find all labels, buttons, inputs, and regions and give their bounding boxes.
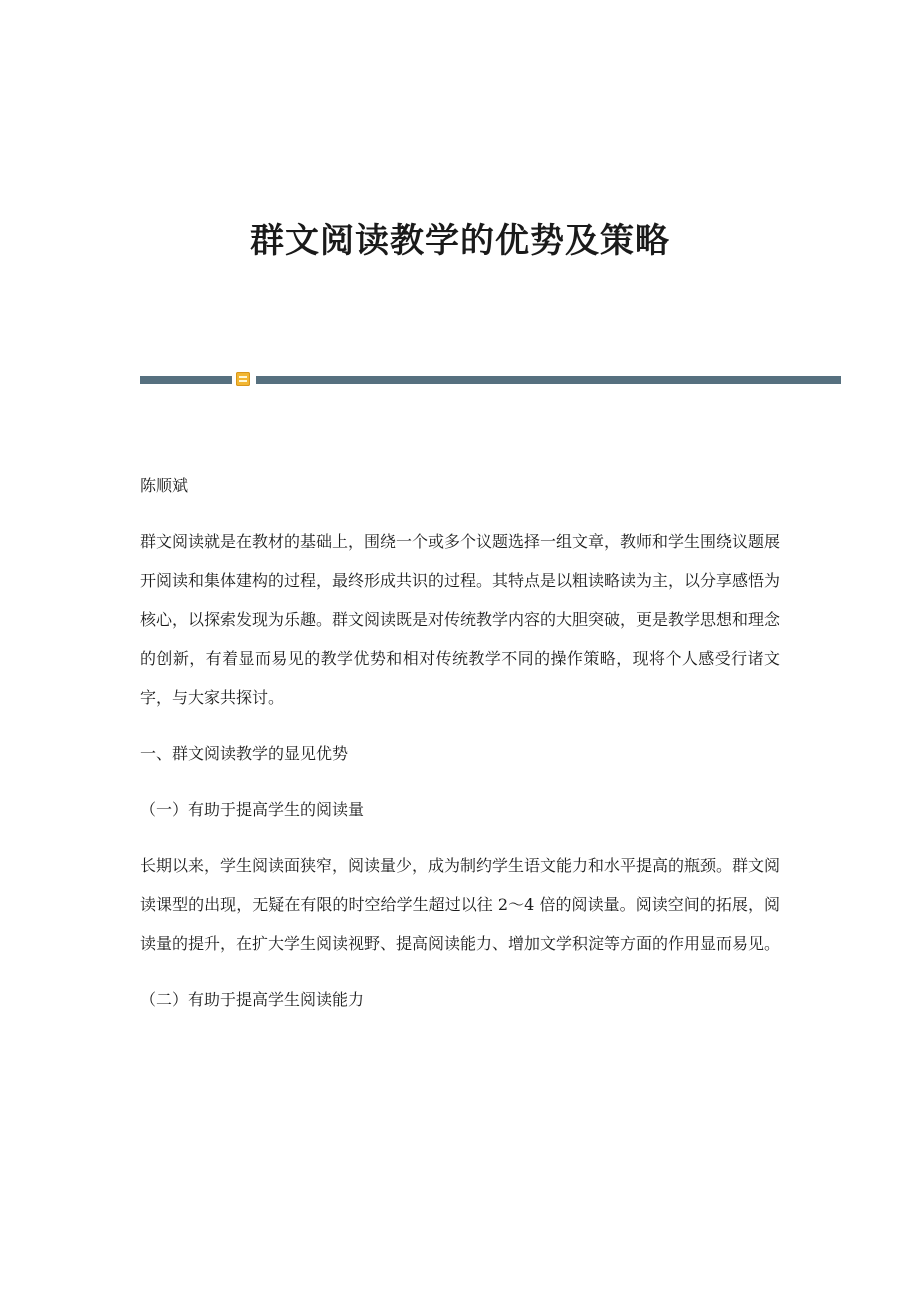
section-heading-1: 一、群文阅读教学的显见优势 xyxy=(140,744,349,763)
subsection-heading-1: （一）有助于提高学生的阅读量 xyxy=(140,800,365,819)
title-divider xyxy=(140,372,841,386)
author-name: 陈顺斌 xyxy=(140,476,189,495)
divider-bar-left xyxy=(140,376,232,384)
document-title: 群文阅读教学的优势及策略 xyxy=(250,221,670,261)
intro-paragraph: 群文阅读就是在教材的基础上，围绕一个或多个议题选择一组文章，教师和学生围绕议题展开阅读和集体建构的过程，最终形成共识的过程。其特点是以粗读略读为主，以分享感悟为核心，以探索发现为乐趣。群文阅读既是对传统教学内容的大胆突破，更是教学思想和理念的创新，有着显而易见的教学优势和相对传统教学不同的操作策略，现将个人感受行诸文字，与大家共探讨。 xyxy=(140,532,781,707)
document-body xyxy=(140,466,780,1036)
divider-bar-right xyxy=(256,376,841,384)
body-paragraph-1: 长期以来，学生阅读面狭窄，阅读量少，成为制约学生语文能力和水平提高的瓶颈。群文阅读课型的出现，无疑在有限的时空给学生超过以往 2～4 倍的阅读量。阅读空间的拓展，阅读量的提升，在扩大学生阅读视野、提高阅读能力、增加文学积淀等方面的作用显而易见。 xyxy=(140,856,781,953)
subsection-heading-2: （二）有助于提高学生阅读能力 xyxy=(140,990,365,1009)
document-emblem-icon xyxy=(236,372,250,386)
